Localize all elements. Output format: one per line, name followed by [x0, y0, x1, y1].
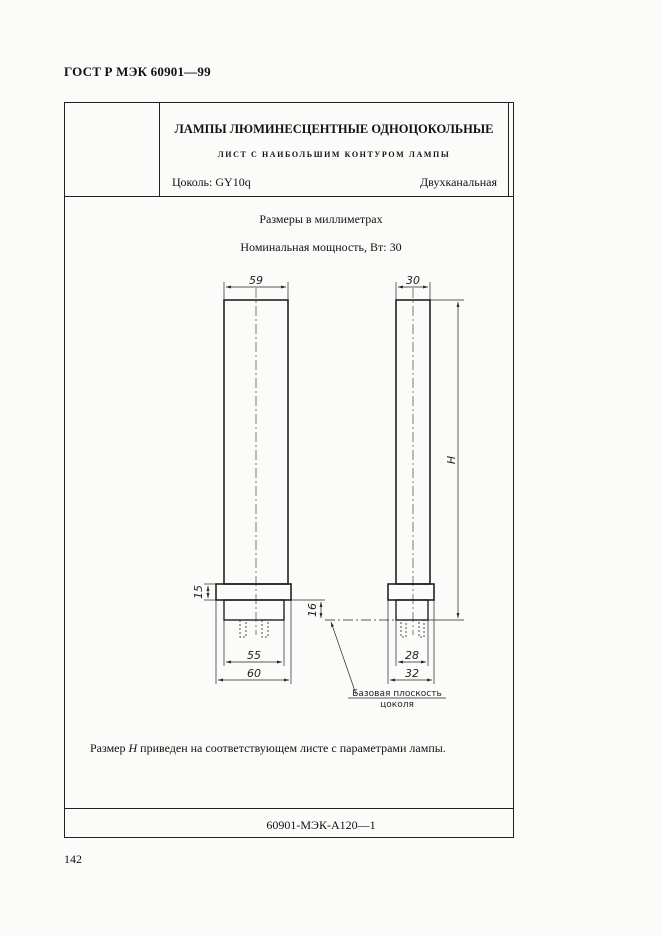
dim-15-line — [204, 584, 216, 600]
dim-32-label: 32 — [405, 667, 419, 680]
base-plane-label-1: Базовая плоскость — [352, 689, 442, 699]
sheet-title: ЛАМПЫ ЛЮМИНЕСЦЕНТНЫЕ ОДНОЦОКОЛЬНЫЕ — [174, 122, 494, 136]
dim-16-label: 16 — [306, 603, 319, 617]
note-prefix: Размер — [90, 741, 129, 755]
left-lamp-base — [224, 600, 284, 620]
dim-h-label: H — [445, 455, 458, 465]
sheet-subtitle: ЛИСТ С НАИБОЛЬШИМ КОНТУРОМ ЛАМПЫ — [217, 150, 451, 159]
standard-header: ГОСТ Р МЭК 60901—99 — [64, 64, 211, 79]
base-plane-leader — [331, 622, 356, 694]
left-lamp-base-collar — [216, 584, 291, 600]
dim-59-label: 59 — [249, 274, 263, 287]
dim-30-label: 30 — [406, 274, 420, 287]
power-rating: Номинальная мощность, Вт: 30 — [240, 240, 402, 254]
right-lamp-base-collar — [388, 584, 434, 600]
note-variable: H — [128, 741, 138, 755]
dim-55-label: 55 — [247, 649, 261, 662]
base-plane-label-2: цоколя — [380, 700, 414, 710]
base-type: Цоколь: GY10q — [172, 175, 251, 189]
units-note: Размеры в миллиметрах — [259, 212, 383, 226]
dim-28-label: 28 — [405, 649, 419, 662]
page-number: 142 — [64, 852, 82, 866]
dim-15-label: 15 — [192, 585, 205, 599]
dim-60-label: 60 — [247, 667, 261, 680]
right-lamp-pins — [401, 620, 424, 637]
channel-type: Двухканальная — [420, 175, 497, 189]
document-id: 60901-МЭК-А120—1 — [266, 818, 376, 832]
note-suffix: приведен на соответствующем листе с параметрами лампы. — [137, 741, 446, 755]
note-h-dimension — [90, 741, 446, 756]
left-lamp-pins — [240, 620, 268, 637]
right-lamp-base — [396, 600, 428, 620]
